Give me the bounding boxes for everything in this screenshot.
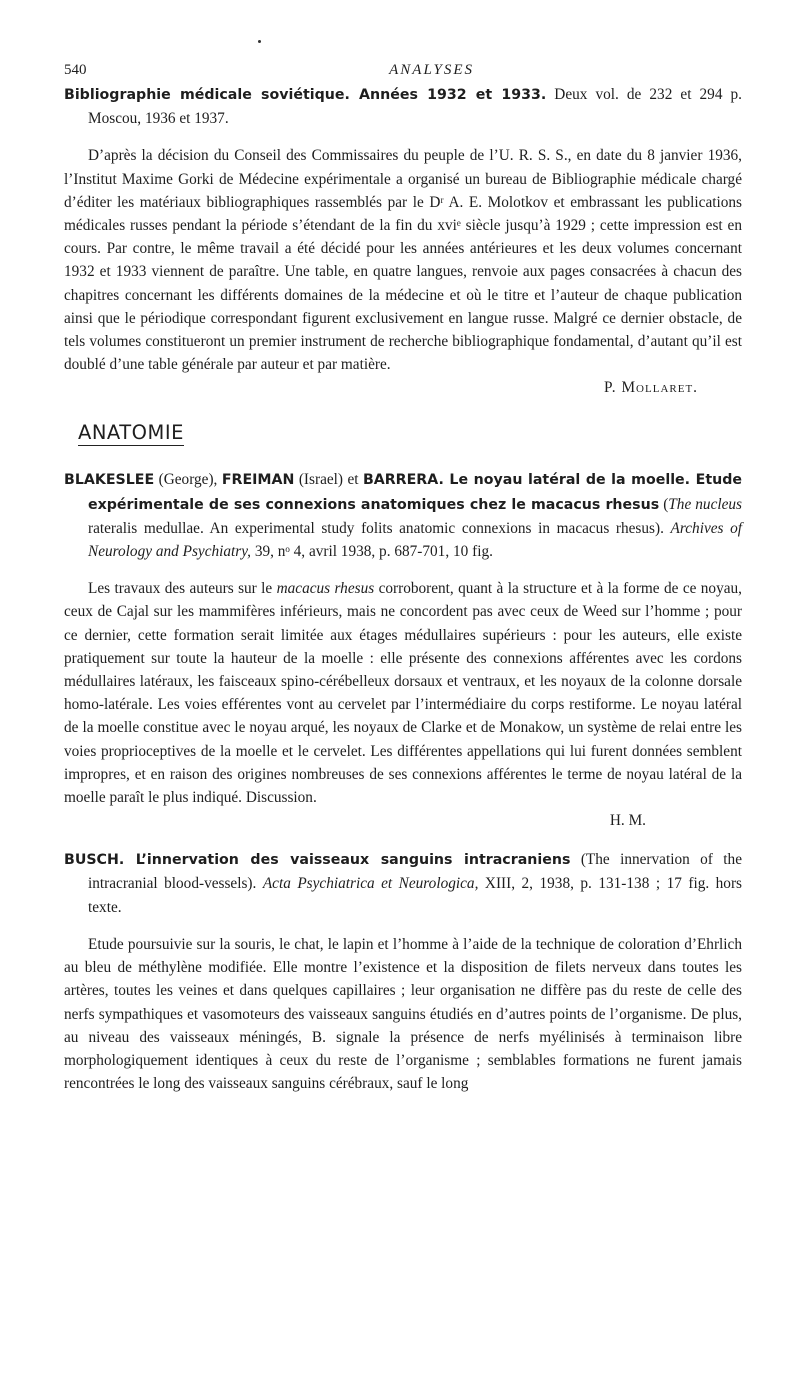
journal-page	[64, 62, 742, 1095]
author-name: BLAKESLEE	[64, 472, 155, 489]
page-number: 540	[64, 62, 87, 78]
entry-body: D’après la décision du Conseil des Commissaires du peuple de l’U. R. S. S., en date du 8 janvier 1936, l’Institut Maxime Gorki de Médecine expérimentale a organisé un bureau de Bibliographie médicale chargé d’éditer les matériaux bibliographiques rassemblés par le Dʳ A. E. Molotkov et embrassant les publications médicales russes pendant la période s’étendant de la fin du xviᵉ siècle jusqu’à 1929 ; cette impression est en cours. Par contre, le même travail a été décidé pour les années antérieures et les deux volumes concernant 1932 et 1933 viennent de paraître. Une table, en quatre langues, renvoie aux pages consacrées à chacun des chapitres concernant les différents domaines de la médecine et où le titre et l’auteur de chaque publication ainsi que le périodique correspondant figurent exclusivement en langue russe. Malgré ce dernier obstacle, de tels volumes constitueront un premier instrument de recherche bibliographique fondamental, d’autant qu’il est doublé d’une table générale par auteur et par matière.	[64, 147, 742, 374]
print-speck	[258, 40, 261, 43]
section-heading: ANATOMIE	[78, 421, 184, 445]
english-title: (The innervation of the intracranial blood-vessels).	[88, 851, 742, 893]
citation: XIII, 2, 1938, p. 131-138 ; 17 fig. hors texte.	[88, 875, 742, 916]
author-given-name: (Israel) et	[294, 471, 363, 489]
citation: 39, nᵒ 4, avril 1938, p. 687-701, 10 fig.	[251, 543, 493, 561]
paren-open: (	[659, 495, 669, 513]
body-text: Les travaux des auteurs sur le	[88, 580, 277, 598]
entry-heading	[64, 468, 742, 563]
entry-title: L’innervation des vaisseaux sanguins intracraniens	[124, 852, 571, 869]
journal-name: Archives of Neurology and Psychiatry,	[88, 519, 742, 561]
entry-title: Le noyau latéral de la moelle. Etude expérimentale de ses connexions anatomiques chez le macacus rhesus	[88, 472, 742, 513]
running-title: ANALYSES	[389, 62, 474, 78]
english-title: rateralis medullae. An experimental study folits anatomic connexions in macacus rhesus).	[88, 519, 671, 537]
body-text: corroborent, quant à la structure et à la forme de ce noyau, ceux de Cajal sur les mammifères inférieurs, mais ne concordent pas avec ceux de Weed sur l’homme ; pour ce dernier, cette formation serait limitée aux étages médullaires supérieurs : pour les auteurs, elle existe pratiquement sur toute la hauteur de la moelle : elle présente des connexions afférentes avec les cordons médullaires latéraux, les faisceaux spino-cérébelleux dorsaux et ventraux, et les noyaux de la colonne dorsale homo-latérale. Les voies efférentes vont au cervelet par l’intermédiaire du corps restiforme. Le noyau latéral de la moelle constitue avec le noyau arqué, les noyaux de Clarke et de Monakow, un système de relai entre les voies proprioceptives de la moelle et le cervelet. Les différentes appellations qui lui furent données semblent impropres, et en raison des origines nombreuses de ses connexions afférentes le terme de noyau latéral de la moelle paraît le plus indiqué. Discussion.	[64, 580, 742, 807]
author-given-name: (George),	[154, 471, 222, 489]
entry-heading	[64, 83, 742, 130]
journal-name: Acta Psychiatrica et Neurologica,	[262, 875, 479, 893]
entry-body	[64, 577, 742, 809]
english-title-italic: The nucleus	[668, 495, 743, 513]
entry-title: Bibliographie médicale soviétique. Années 1932 et 1933.	[64, 87, 547, 103]
entry-signature: H. M.	[609, 812, 646, 830]
author-name: BUSCH.	[64, 852, 125, 869]
body-italic: macacus rhesus	[276, 580, 375, 598]
entry-heading	[64, 848, 742, 919]
running-head	[64, 62, 742, 79]
author-name: BARRERA.	[362, 472, 444, 489]
entry-signature: P. Mollaret.	[604, 379, 698, 397]
entry-body: Etude poursuivie sur la souris, le chat, le lapin et l’homme à l’aide de la technique de coloration d’Ehrlich au bleu de méthylène modifiée. Elle montre l’existence et la disposition de filets nerveux dans toutes les artères, toutes les veines et dans quelques capillaires ; leur organisation ne diffère pas du reste de celle des nerfs sympathiques et vasomoteurs des vaisseaux sanguins étudiés en d’autres points de l’organisme. De plus, au niveau des vaisseaux méningés, B. signale la présence de nerfs myélinisés à terminaison libre morphologiquement identiques à ceux du reste de l’organisme ; semblables formations ne furent jamais rencontrées le long des vaisseaux sanguins cérébraux, sauf le long	[64, 935, 742, 1093]
entry-details: Deux vol. de 232 et 294 p. Moscou, 1936 et 1937.	[88, 86, 742, 128]
author-name: FREIMAN	[221, 472, 295, 489]
